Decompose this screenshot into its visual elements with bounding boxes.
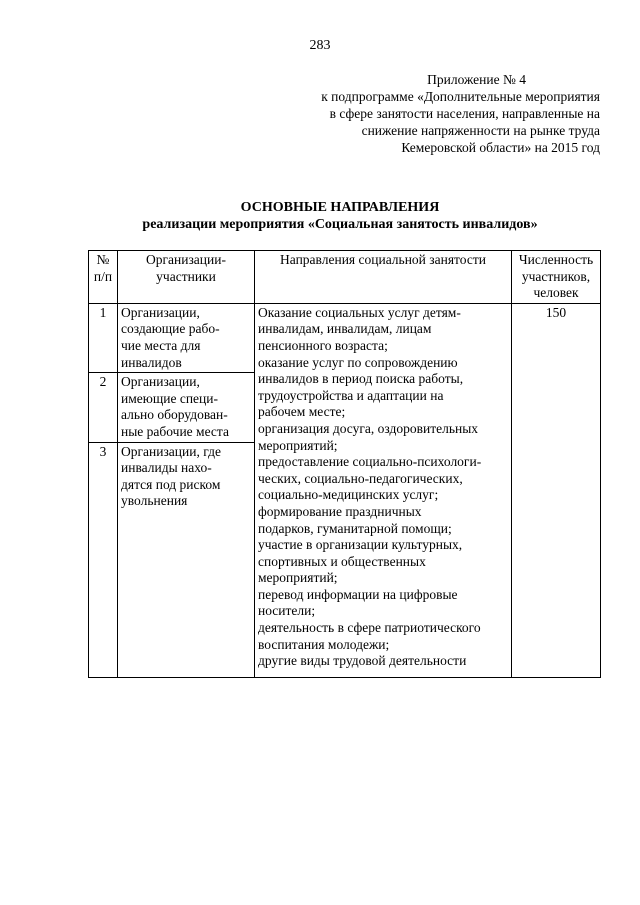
header-org: Организации- участники <box>118 251 255 304</box>
row-org: Организации, где инвалиды нахо- дятся под риском увольнения <box>118 442 255 677</box>
heading-sub: реализации мероприятия «Социальная занятость инвалидов» <box>142 217 538 232</box>
row-num: 2 <box>89 373 118 442</box>
appendix-line: в сфере занятости населения, направленные на <box>329 106 600 121</box>
appendix-line: к подпрограмме «Дополнительные мероприятия <box>321 89 600 104</box>
header-directions: Направления социальной занятости <box>255 251 512 304</box>
appendix-title: Приложение № 4 <box>427 72 526 87</box>
row-org: Организации, создающие рабо- чие места для инвалидов <box>118 303 255 372</box>
row-num: 3 <box>89 442 118 677</box>
table-header-row <box>89 251 601 304</box>
row-num: 1 <box>89 303 118 372</box>
header-count: Численность участников, человек <box>512 251 601 304</box>
table-row <box>89 303 601 372</box>
row-org: Организации, имеющие специ- ально оборудован- ные рабочие места <box>118 373 255 442</box>
page-number: 283 <box>309 38 331 53</box>
header-num: № п/п <box>89 251 118 304</box>
directions-table <box>88 250 601 678</box>
count-cell: 150 <box>512 303 601 677</box>
appendix-line: снижение напряженности на рынке труда <box>361 123 600 138</box>
directions-cell: Оказание социальных услуг детям- инвалидам, инвалидам, лицам пенсионного возраста; оказание услуг по сопровождению инвалидов в период поиска работы, трудоустройства и адаптации на рабочем месте; организация досуга, оздоровительных мероприятий; предоставление социально-психологи- ческих, социально-педагогических, социально-медицинских услуг; формирование праздничных подарков, гуманитарной помощи; участие в организации культурных, спортивных и общественных мероприятий; перевод информации на цифровые носители; деятельность в сфере патриотического воспитания молодежи; другие виды трудовой деятельности <box>255 303 512 677</box>
appendix-note <box>260 71 600 156</box>
heading-main: ОСНОВНЫЕ НАПРАВЛЕНИЯ <box>240 200 440 215</box>
document-heading <box>0 199 640 233</box>
appendix-line: Кемеровской области» на 2015 год <box>401 140 600 155</box>
